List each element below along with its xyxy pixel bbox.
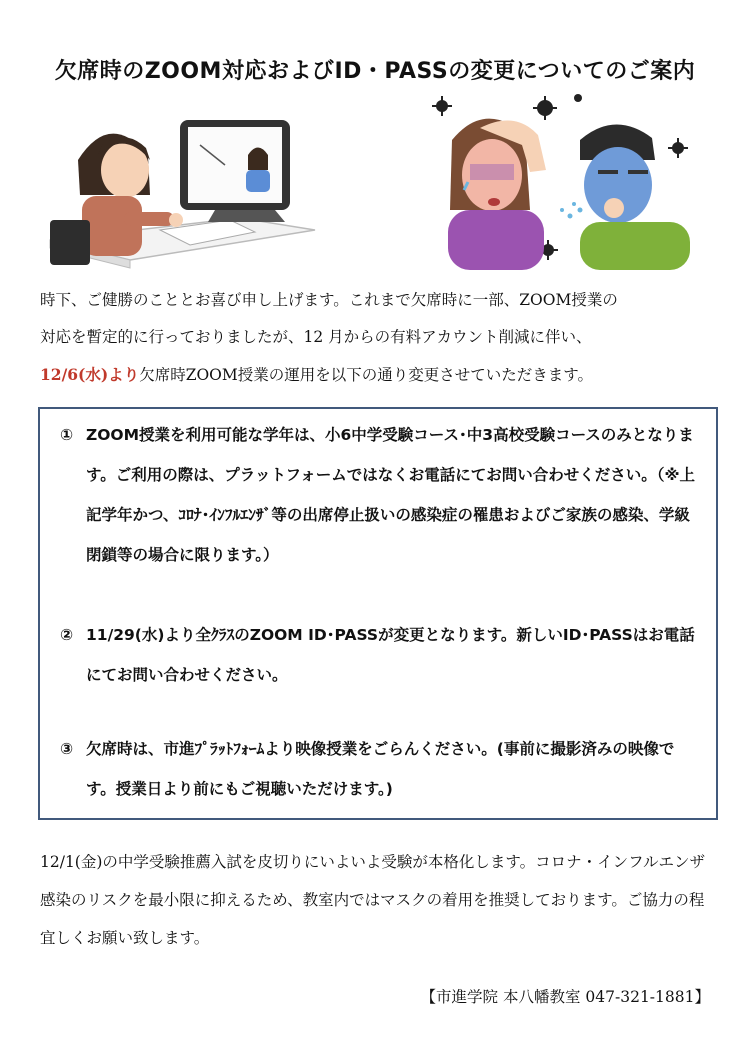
notice-text: ZOOM授業を利用可能な学年は、小6中学受験コース･中3高校受験コースのみとなります。ご利用の際は、プラットフォームではなくお電話にてお問い合わせください。（※上記学年かつ、ｺﾛﾅ･ｲﾝﾌﾙｴﾝｻﾞ等の出席停止扱いの感染症の罹患およびご家族の感染、学級閉鎖等の場合に限ります。） [86,426,696,564]
contact-footer: 【市進学院 本八幡教室 047-321-1881】 [420,988,710,1006]
notice-number: ② [60,626,74,644]
intro-line [40,356,712,394]
intro-line-rest: 欠席時ZOOM授業の運用を以下の通り変更させていただきます。 [139,366,594,384]
notice-number: ③ [60,740,74,758]
notice-text: 欠席時は、市進ﾌﾟﾗｯﾄﾌｫｰﾑより映像授業をごらんください。(事前に撮影済みの映像です。授業日より前にもご視聴いただけます。) [86,740,675,798]
sick-people-illustration [430,90,710,270]
notice-item [60,615,700,695]
closing-paragraph: 12/1(金)の中学受験推薦入試を皮切りにいよいよ受験が本格化します。コロナ・インフルエンザ感染のリスクを最小限に抑えるため、教室内ではマスクの着用を推奨しております。ご協力の程宜しくお願い致します。 [40,853,706,947]
page-title: 欠席時のZOOM対応およびID・PASSの変更についてのご案内 [54,59,696,84]
notice-item [60,415,700,575]
intro-line: 対応を暫定的に行っておりましたが、12 月からの有料アカウント削減に伴い、 [40,328,592,346]
notice-box [38,407,718,820]
notice-item [60,729,700,809]
notice-number: ① [60,426,74,444]
intro-paragraph [40,282,712,394]
start-date-highlight: 12/6(水)より [40,365,140,384]
notice-text: 11/29(水)より全ｸﾗｽのZOOM ID･PASSが変更となります。新しいID･PASSはお電話にてお問い合わせください。 [86,626,695,684]
intro-line: 時下、ご健勝のこととお喜び申し上げます。これまで欠席時に一部、ZOOM授業の [40,291,618,309]
online-lesson-illustration [40,100,320,270]
